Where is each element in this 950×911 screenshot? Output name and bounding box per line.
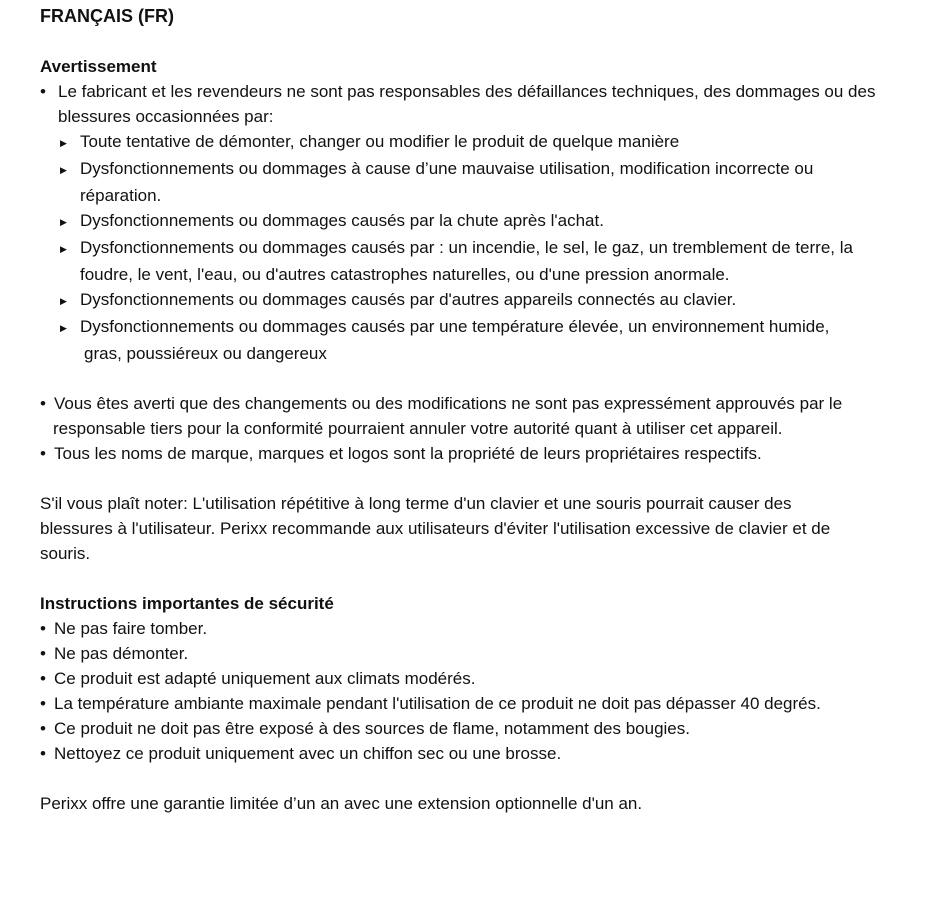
bullet-icon: • bbox=[40, 669, 46, 688]
bullet-icon: • bbox=[40, 644, 46, 663]
triangle-bullet-icon: ▶ bbox=[60, 138, 67, 148]
document-page bbox=[40, 4, 920, 816]
triangle-bullet-icon: ▶ bbox=[60, 296, 67, 306]
list-item-cont: foudre, le vent, l'eau, ou d'autres catastrophes naturelles, ou d'une pression anormale. bbox=[80, 265, 730, 284]
list-item-cont: gras, poussiéreux ou dangereux bbox=[84, 344, 327, 363]
safety-section bbox=[40, 591, 920, 766]
list-item: ▶ Dysfonctionnements ou dommages à cause d’une mauvaise utilisation, modification incorrecte ou bbox=[40, 156, 920, 183]
list-item-cont: réparation. bbox=[80, 186, 162, 205]
safety-item: • La température ambiante maximale pendant l'utilisation de ce produit ne doit pas dépasser 40 degrés. bbox=[40, 691, 920, 716]
bullet-icon: • bbox=[40, 82, 46, 101]
note-paragraph: S'il vous plaît noter: L'utilisation répétitive à long terme d'un clavier et une souris pourrait causer des blessures à l'utilisateur. Perixx recommande aux utilisateurs d'éviter l'utilisation excessive de clavier et de souris. bbox=[40, 494, 831, 563]
notice-item-cont: responsable tiers pour la conformité pourraient annuler votre autorité quant à utiliser cet appareil. bbox=[53, 419, 783, 438]
list-item: ▶ Dysfonctionnements ou dommages causés par : un incendie, le sel, le gaz, un tremblement de terre, la bbox=[40, 235, 920, 262]
spacer bbox=[40, 366, 920, 391]
triangle-bullet-icon: ▶ bbox=[60, 323, 67, 333]
bullet-icon: • bbox=[40, 619, 46, 638]
warning-sublist bbox=[40, 129, 920, 366]
notices-section bbox=[40, 391, 920, 466]
bullet-icon: • bbox=[40, 719, 46, 738]
safety-item: • Nettoyez ce produit uniquement avec un chiffon sec ou une brosse. bbox=[40, 741, 920, 766]
page-title: FRANÇAIS (FR) bbox=[40, 6, 174, 26]
safety-item: • Ne pas démonter. bbox=[40, 641, 920, 666]
warning-heading: Avertissement bbox=[40, 57, 157, 76]
list-item: ▶ Dysfonctionnements ou dommages causés par d'autres appareils connectés au clavier. bbox=[40, 287, 920, 314]
triangle-bullet-icon: ▶ bbox=[60, 165, 67, 175]
notice-item: • Tous les noms de marque, marques et logos sont la propriété de leurs propriétaires respectifs. bbox=[40, 441, 920, 466]
spacer bbox=[40, 466, 920, 491]
list-item: ▶ Toute tentative de démonter, changer ou modifier le produit de quelque manière bbox=[40, 129, 920, 156]
warning-intro-text: Le fabricant et les revendeurs ne sont pas responsables des défaillances techniques, des dommages ou des bbox=[58, 82, 876, 101]
safety-heading: Instructions importantes de sécurité bbox=[40, 594, 334, 613]
list-item: ▶ Dysfonctionnements ou dommages causés par une température élevée, un environnement humide, bbox=[40, 314, 920, 341]
warning-intro-cont: blessures occasionnées par: bbox=[58, 107, 274, 126]
warning-intro bbox=[40, 79, 920, 104]
safety-item: • Ne pas faire tomber. bbox=[40, 616, 920, 641]
bullet-icon: • bbox=[40, 444, 46, 463]
triangle-bullet-icon: ▶ bbox=[60, 244, 67, 254]
warning-section bbox=[40, 54, 920, 366]
bullet-icon: • bbox=[40, 694, 46, 713]
safety-item: • Ce produit ne doit pas être exposé à des sources de flame, notamment des bougies. bbox=[40, 716, 920, 741]
bullet-icon: • bbox=[40, 744, 46, 763]
spacer bbox=[40, 766, 920, 791]
list-item: ▶ Dysfonctionnements ou dommages causés par la chute après l'achat. bbox=[40, 208, 920, 235]
bullet-icon: • bbox=[40, 394, 46, 413]
triangle-bullet-icon: ▶ bbox=[60, 217, 67, 227]
notice-item: • Vous êtes averti que des changements ou des modifications ne sont pas expressément approuvés par le bbox=[40, 391, 920, 416]
warranty-text: Perixx offre une garantie limitée d’un an avec une extension optionnelle d'un an. bbox=[40, 794, 643, 813]
spacer bbox=[40, 566, 920, 591]
safety-item: • Ce produit est adapté uniquement aux climats modérés. bbox=[40, 666, 920, 691]
